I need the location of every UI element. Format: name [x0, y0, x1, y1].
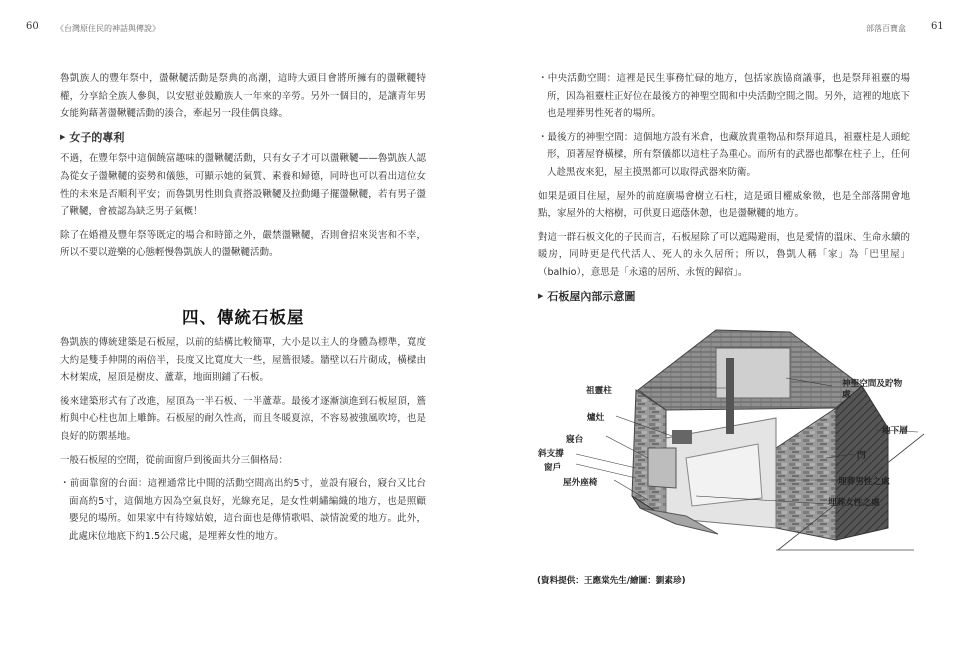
label-underground: 地下層 [882, 426, 908, 436]
architecture-paragraph-3: 一般石板屋的空間，從前面窗戶到後面共分三個格局： [60, 454, 289, 466]
slate-house-illustration [536, 318, 932, 568]
ancestor-pillar [726, 358, 734, 434]
triangle-bullet-icon: ▶ [60, 132, 66, 141]
chief-house-paragraph: 如果是頭目住屋，屋外的前庭廣場會樹立石柱，這是頭目權威象徵，也是全部落開會地點，家屋外的大榕樹，可供夏日遮蔭休憩，也是盪鞦韆的地方。 [538, 190, 910, 220]
bed-platform [648, 448, 676, 488]
section-heading-text: 女子的專利 [69, 130, 125, 144]
stove [672, 430, 692, 444]
label-ancestor-pillar: 祖靈柱 [586, 386, 612, 396]
underground-wall [776, 408, 836, 540]
architecture-paragraph-2: 後來建築形式有了改進，屋頂為一半石板、一半蘆葦。最後才逐漸演進到石板屋頂，簷桁與中心柱也加上雕飾。石板屋的耐久性高，而且冬暖夏涼，不容易被強風吹垮，也是良好的防禦基地。 [60, 395, 426, 442]
architecture-paragraph-1: 魯凱族的傳統建築是石板屋，以前的結構比較簡單，大小是以主人的身體為標準，寬度大約是雙手伸開的兩倍半，長度又比寬度大一些，屋簷很矮。牆壁以石片砌成，橫樑由木材架成，屋頂是樹皮、蘆葦，地面則鋪了石板。 [60, 337, 426, 384]
label-door: 門 [857, 451, 866, 461]
stone-culture-paragraph: 對這一群石板文化的子民而言，石板屋除了可以遮陽避雨，也是愛情的溫床、生命永續的暖房，同時更是代代活人、死人的永久居所；所以，魯凱人稱「家」為「巴里屋」（balhio），意思是「永遠的居所、永恆的歸宿」。 [538, 231, 910, 278]
bullet-front-platform: ・前面靠窗的台面：這裡通常比中間的活動空間高出約5寸，並設有寢台，寢台又比台面高約5寸，這個地方因為空氣良好，光線充足，是女性刺繡編織的地方，也是照顧嬰兒的場所。如果家中有待嫁姑娘，這台面也是傳情歌唱、談情說愛的地方。此外，此處床位地底下約1.5公尺處，是埋葬女性的地方。 [60, 478, 426, 542]
figure-credit: (資料提供：王應棠先生/繪圖：劉素珍) [537, 576, 686, 586]
chapter-title: 四、傳統石板屋 [182, 308, 305, 327]
right-wall [836, 386, 888, 540]
section-paragraph-2: 除了在婚禮及豐年祭等既定的場合和時節之外，嚴禁盪鞦韆，否則會招來災害和不幸，所以不要以遊樂的心態輕慢魯凱族人的盪鞦韆活動。 [60, 229, 426, 259]
label-bed-platform: 寢台 [566, 435, 584, 445]
label-outdoor-seat: 屋外座椅 [563, 478, 598, 488]
bullet-sacred-space: ・最後方的神聖空間：這個地方設有米倉，也藏放貴重物品和祭拜道具，祖靈柱是人頭蛇形，頂著屋脊橫樑，所有祭儀都以這柱子為重心。而所有的武器也都擊在柱子上，任何人趁黑夜來犯，屋主摸黑都可以取得武器來防衛。 [538, 131, 910, 178]
figure-heading-text: 石板屋內部示意圖 [547, 289, 636, 303]
section-paragraph-1: 不過，在豐年祭中這個饒富趣味的盪鞦韆活動，只有女子才可以盪鞦韆——魯凱族人認為從女子盪鞦韆的姿勢和儀態，可顯示她的氣質、素養和婦德，同時也可以看出這位女性的未來是否順利平安；而魯凱男性則負責搭設鞦韆及拉動繩子擺盪鞦韆，若有男子盪了鞦韆，會被認為缺乏男子氣概！ [60, 153, 426, 218]
right-column [538, 70, 910, 309]
label-slanted-support: 斜支撐 [538, 449, 564, 459]
label-sacred-space: 神聖空間及貯物處 [842, 379, 903, 400]
left-column-top [60, 70, 426, 268]
right-running-title: 部落百寶盒 [866, 24, 906, 33]
left-page-number: 60 [26, 21, 39, 32]
bullet-central-space: ・中央活動空間：這裡是民生事務忙碌的地方，包括家族協商議事，也是祭拜祖靈的場所，因為祖靈柱正好位在最後方的神聖空間和中央活動空間之間。另外，這裡的地底下也是埋葬男性死者的場所。 [538, 73, 910, 120]
intro-paragraph: 魯凱族人的豐年祭中，盪鞦韆活動是祭典的高潮，這時大頭目會將所擁有的盪鞦韆特權，分享給全族人參與，以安慰並鼓勵族人一年來的辛勞。另外一個目的，是讓青年男女能夠藉著盪鞦韆活動的湊合，牽起另一段佳偶良緣。 [60, 73, 426, 120]
label-female-burial: 埋葬女性之處 [828, 498, 880, 508]
triangle-bullet-icon: ▶ [538, 291, 544, 300]
label-window: 窗戶 [544, 463, 562, 473]
right-page-number: 61 [931, 21, 944, 32]
left-running-title: 《台灣原住民的神話與傳說》 [56, 24, 160, 33]
section-heading [60, 129, 426, 147]
label-stove: 爐灶 [587, 413, 605, 423]
figure-heading [538, 288, 910, 306]
label-male-burial: 埋葬男性之處 [838, 477, 890, 487]
left-column-bottom [60, 334, 426, 552]
